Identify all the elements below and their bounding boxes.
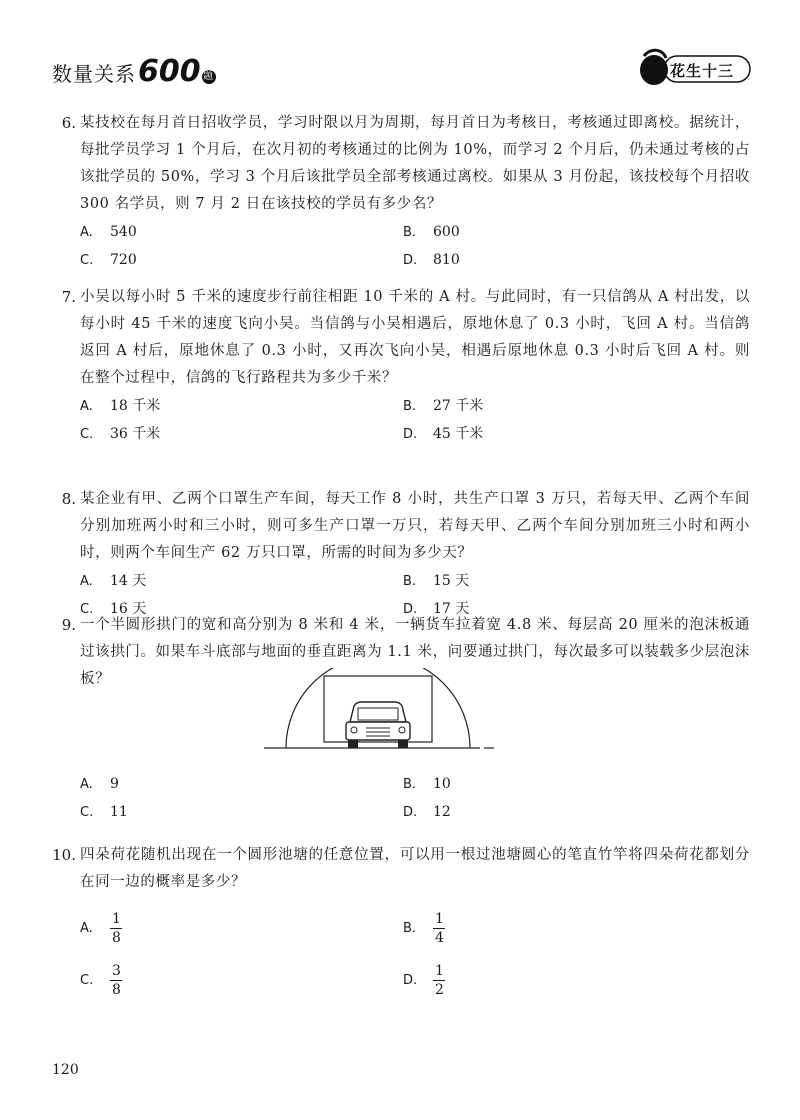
question-options (80, 218, 750, 274)
option-a (80, 392, 160, 420)
fraction (433, 910, 446, 947)
question-number: 10. (52, 846, 76, 864)
question-10 (50, 842, 750, 1016)
option-text: 18 千米 (110, 398, 161, 414)
option-label: D. (403, 427, 418, 442)
option-a (80, 770, 119, 798)
option-text: 27 千米 (433, 398, 484, 414)
page-header (52, 48, 752, 92)
option-text: 14 天 (110, 573, 147, 589)
book-title (52, 54, 216, 89)
option-text: 9 (110, 776, 119, 792)
fraction (110, 910, 123, 947)
option-text: 15 天 (433, 573, 470, 589)
fraction-numerator: 1 (112, 910, 121, 927)
fraction-denominator: 4 (435, 929, 444, 946)
option-text: 10 (433, 776, 451, 792)
option-d (403, 420, 483, 448)
question-number: 6. (61, 114, 76, 132)
option-label: C. (80, 972, 94, 988)
option-b (403, 392, 483, 420)
option-label: A. (80, 777, 93, 792)
question-options (80, 392, 750, 448)
option-label: C. (80, 253, 94, 268)
question-7 (50, 284, 750, 448)
option-d (403, 958, 446, 1002)
option-text: 36 千米 (110, 426, 161, 442)
option-label: C. (80, 602, 94, 617)
option-label: A. (80, 920, 93, 936)
page-number: 120 (52, 1062, 79, 1078)
fraction-denominator: 8 (112, 929, 121, 946)
arch-truck-diagram (258, 668, 498, 760)
question-text: 某技校在每月首日招收学员，学习时限以月为周期，每月首日为考核日，考核通过即离校。据统计，每批学员学习 1 个月后，在次月初的考核通过的比例为 10%，而学习 2 个月后，仍未通过考核的占该批学员的 50%，学习 3 个月后该批学员全部考核通过离校。如果从 3 月份起，该技校每个月招收 300 名学员，则 7 月 2 日在该技校的学员有多少名？ (80, 115, 750, 212)
truck-icon (346, 702, 410, 748)
question-number: 9. (61, 616, 76, 634)
option-label: C. (80, 427, 94, 442)
question-9-options-block (50, 770, 750, 826)
option-label: B. (403, 225, 417, 240)
option-b (403, 218, 460, 246)
question-options (80, 906, 750, 1016)
fraction-denominator: 2 (435, 981, 444, 998)
option-label: B. (403, 777, 417, 792)
option-text: 16 天 (110, 601, 147, 617)
option-b (403, 567, 469, 595)
fraction-denominator: 8 (112, 981, 121, 998)
fraction-numerator: 3 (112, 962, 121, 979)
brand-logo (636, 48, 752, 88)
option-text: 540 (110, 224, 137, 240)
question-text: 四朵荷花随机出现在一个圆形池塘的任意位置，可以用一根过池塘圆心的笔直竹竿将四朵荷花都划分在同一边的概率是多少？ (80, 847, 750, 890)
option-c (80, 798, 128, 826)
option-a (80, 906, 123, 950)
question-options (80, 770, 750, 826)
fraction-numerator: 1 (435, 910, 444, 927)
option-b (403, 906, 446, 950)
option-label: D. (403, 805, 418, 820)
question-text: 某企业有甲、乙两个口罩生产车间，每天工作 8 小时，共生产口罩 3 万只，若每天甲、乙两个车间分别加班两小时和三小时，则可多生产口罩一万只，若每天甲、乙两个车间分别加班三小时和两小时，则两个车间生产 62 万只口罩，所需的时间为多少天？ (80, 491, 750, 561)
question-text: 小吴以每小时 5 千米的速度步行前往相距 10 千米的 A 村。与此同时，有一只信鸽从 A 村出发，以每小时 45 千米的速度飞向小吴。当信鸽与小吴相遇后，原地休息了 0.3 小时，飞回 A 村。当信鸽返回 A 村后，原地休息了 0.3 小时，又再次飞向小吴，相遇后原地休息 0.3 小时后飞回 A 村。则在整个过程中，信鸽的飞行路程共为多少千米？ (80, 289, 750, 386)
question-8 (50, 486, 750, 623)
option-text: 17 天 (433, 601, 470, 617)
book-title-number: 600 (138, 54, 201, 89)
option-text: 11 (110, 804, 128, 820)
brand-logo-text: 花生十三 (670, 62, 735, 80)
option-label: B. (403, 574, 417, 589)
option-label: A. (80, 399, 93, 414)
option-a (80, 218, 137, 246)
option-c (80, 420, 160, 448)
option-c (80, 958, 123, 1002)
question-6 (50, 110, 750, 274)
book-title-suffix: 题 (203, 71, 215, 82)
option-label: D. (403, 602, 418, 617)
option-label: D. (403, 253, 418, 268)
fraction-numerator: 1 (435, 962, 444, 979)
question-number: 8. (61, 490, 76, 508)
option-text: 12 (433, 804, 451, 820)
option-text: 600 (433, 224, 460, 240)
fraction (433, 962, 446, 999)
option-label: C. (80, 805, 94, 820)
option-b (403, 770, 451, 798)
option-label: A. (80, 574, 93, 589)
option-label: D. (403, 972, 418, 988)
option-label: B. (403, 399, 417, 414)
question-text: 一个半圆形拱门的宽和高分别为 8 米和 4 米，一辆货车拉着宽 4.8 米、每层高 20 厘米的泡沫板通过该拱门。如果车斗底部与地面的垂直距离为 1.1 米，问要通过拱门，每次最多可以装载多少层泡沫板？ (80, 617, 750, 687)
book-title-text: 数量关系 (52, 62, 136, 86)
option-text: 45 千米 (433, 426, 484, 442)
option-d (403, 798, 451, 826)
option-text: 720 (110, 252, 137, 268)
option-c (80, 246, 137, 274)
arch-truck-figure (258, 668, 498, 760)
option-a (80, 567, 146, 595)
option-text: 810 (433, 252, 460, 268)
question-number: 7. (61, 288, 76, 306)
option-label: A. (80, 225, 93, 240)
fraction (110, 962, 123, 999)
option-label: B. (403, 920, 417, 936)
option-d (403, 246, 460, 274)
